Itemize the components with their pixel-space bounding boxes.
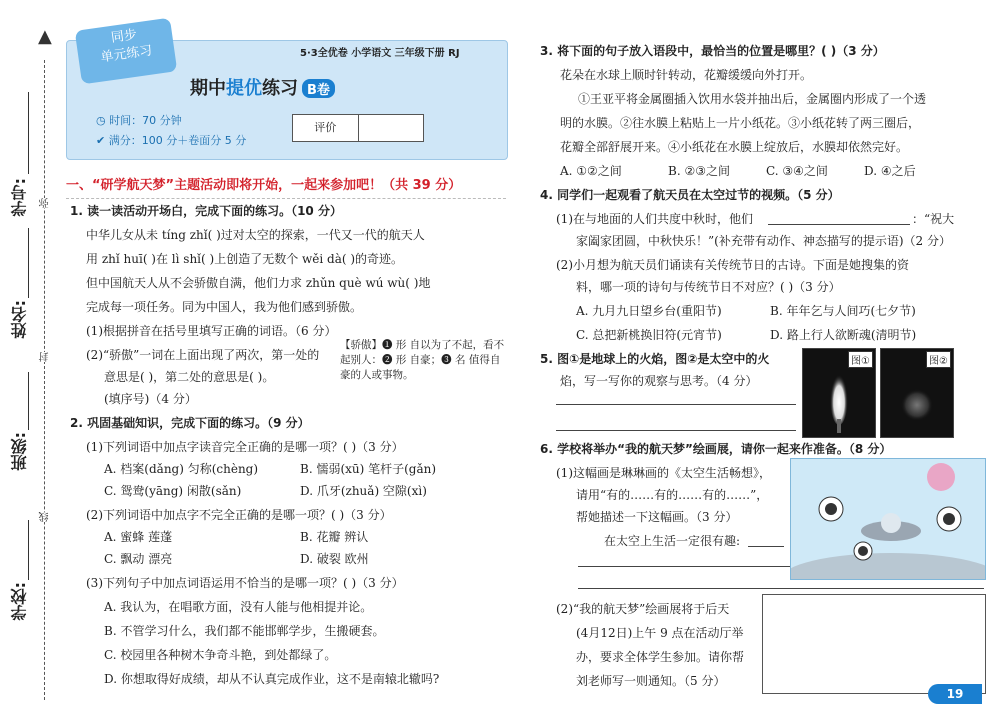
- figure-2-label: 图②: [926, 351, 951, 368]
- option-c[interactable]: C. 鸳鸯(yāng) 闲散(sǎn): [104, 484, 242, 498]
- school-blank[interactable]: [28, 520, 29, 580]
- question-5: 5. 图①是地球上的火焰，图②是太空中的火: [540, 352, 770, 366]
- notice-writing-box[interactable]: [762, 594, 986, 694]
- title-highlight: 提优: [226, 78, 262, 99]
- title-part: 期中: [190, 78, 226, 99]
- option-b[interactable]: B. 不管学习什么，我们都不能邯郸学步，生搬硬套。: [104, 624, 385, 638]
- seal-char: 弥: [40, 198, 51, 208]
- evaluation-label: 评价: [293, 115, 359, 141]
- name-label: 姓名:: [10, 300, 29, 339]
- seal-char: 线: [40, 512, 51, 522]
- answer-line[interactable]: [578, 588, 984, 589]
- question-3: 3. 将下面的句子放入语段中，最恰当的位置是哪里？( )（3 分）: [540, 44, 885, 58]
- subquestion: (填序号)（4 分）: [104, 392, 197, 406]
- option-d[interactable]: D. 路上行人欲断魂(清明节): [770, 328, 917, 342]
- evaluation-input[interactable]: [359, 115, 424, 141]
- paper-tag: B卷: [302, 79, 335, 98]
- question-4: 4. 同学们一起观看了航天员在太空过节的视频。（5 分）: [540, 188, 840, 202]
- answer-line[interactable]: [748, 546, 784, 547]
- subquestion: (2)下列词语中加点字不完全正确的是哪一项？( )（3 分）: [86, 508, 392, 522]
- rocket-icon: ▲: [38, 26, 52, 47]
- option-a[interactable]: A. 我认为，在唱歌方面，没有人能与他相提并论。: [104, 600, 373, 614]
- passage-line: 中华儿女从未 tíng zhǐ( )过对太空的探索，一代又一代的航天人: [86, 228, 425, 242]
- option-d[interactable]: D. 爪牙(zhuǎ) 空隙(xì): [300, 484, 427, 498]
- answer-line[interactable]: [556, 404, 796, 405]
- subquestion: (2)“骄傲”一词在上面出现了两次，第一处的: [86, 348, 320, 362]
- answer-prompt: 在太空上生活一定很有趣:: [604, 534, 741, 548]
- question-2: 2. 巩固基础知识，完成下面的练习。（9 分）: [70, 416, 310, 430]
- score-text: 满分：100 分＋卷面分 5 分: [108, 134, 247, 147]
- subquestion: 请用“有的……有的……有的……”，: [576, 488, 769, 502]
- subquestion: (3)下列句子中加点词语运用不恰当的是哪一项？( )（3 分）: [86, 576, 404, 590]
- subquestion: 料，哪一项的诗句与传统节日不对应？( )（3 分）: [576, 280, 841, 294]
- series-info: 5·3全优卷 小学语文 三年级下册 RJ: [300, 48, 460, 59]
- passage-line: ①王亚平将金属圈插入饮用水袋并抽出后，金属圈内形成了一个透: [578, 92, 927, 106]
- school-label: 学校:: [10, 582, 29, 621]
- option-c[interactable]: C. 校园里各种树木争奇斗艳，到处都绿了。: [104, 648, 337, 662]
- question-5-cont: 焰，写一写你的观察与思考。（4 分）: [560, 374, 758, 388]
- page-number: 19: [928, 684, 982, 704]
- subquestion: 家阖家团圆，中秋快乐！”(补充带有动作、神态描写的提示语)（2 分）: [576, 234, 951, 248]
- option-b[interactable]: B. 懦弱(xū) 笔杆子(gǎn): [300, 462, 437, 476]
- flame-earth-photo: [802, 348, 876, 438]
- evaluation-box: [292, 114, 424, 142]
- title-part: 练习: [262, 78, 298, 99]
- passage-line: 用 zhǐ huī( )在 lì shǐ( )上创造了无数个 wěi dà( )的奇迹。: [86, 252, 404, 266]
- dictionary-entry: 【骄傲】❶ 形 自以为了不起，看不起别人：❷ 形 自豪；❸ 名 值得自豪的人或事物。: [340, 339, 505, 381]
- subquestion: (1)下列词语中加点字读音完全正确的是哪一项？( )（3 分）: [86, 440, 404, 454]
- answer-line[interactable]: [768, 224, 910, 225]
- passage-line: 但中国航天人从不会骄傲自满，他们力求 zhǔn què wú wù( )地: [86, 276, 431, 290]
- seal-line: [44, 60, 45, 700]
- class-label: 班级:: [10, 432, 29, 471]
- sentence: 花朵在水球上顺时针转动，花瓣缓缓向外打开。: [560, 68, 813, 82]
- option-b[interactable]: B. ②③之间: [668, 164, 730, 178]
- option-c[interactable]: C. 飘动 漂亮: [104, 552, 173, 566]
- passage-line: 花瓣全部舒展开来。④小纸花在水膜上绽放后，水膜却依然完好。: [560, 140, 909, 154]
- option-c[interactable]: C. 总把新桃换旧符(元宵节): [576, 328, 722, 342]
- astronaut-icon: [791, 459, 985, 579]
- id-blank[interactable]: [28, 92, 29, 174]
- subquestion: (1)这幅画是琳琳画的《太空生活畅想》，: [556, 466, 771, 480]
- subquestion: (4月12日)上午 9 点在活动厅举: [576, 626, 744, 640]
- subquestion: (2)小月想为航天员们诵读有关传统节日的古诗。下面是她搜集的资: [556, 258, 910, 272]
- seal-char: 封: [40, 352, 51, 362]
- section-heading: [66, 174, 506, 196]
- flame-space-photo: [880, 348, 954, 438]
- passage-line: 明的水膜。②往水膜上粘贴上一片小纸花。③小纸花转了两三圈后，: [560, 116, 921, 130]
- figure-1-label: 图①: [848, 351, 873, 368]
- option-d[interactable]: D. 破裂 欧州: [300, 552, 369, 566]
- subquestion: 刘老师写一则通知。（5 分）: [576, 674, 726, 688]
- option-b[interactable]: B. 年年乞与人间巧(七夕节): [770, 304, 916, 318]
- page-title: [190, 74, 335, 100]
- section-divider: [66, 198, 506, 199]
- time-text: 时间：70 分钟: [109, 114, 182, 127]
- option-a[interactable]: A. 九月九日望乡台(重阳节): [576, 304, 722, 318]
- subquestion: ：“祝大: [912, 212, 955, 226]
- passage-line: 完成每一项任务。同为中国人，我为他们感到骄傲。: [86, 300, 363, 314]
- name-blank[interactable]: [28, 228, 29, 298]
- subquestion: (2)“我的航天梦”绘画展将于后天: [556, 602, 730, 616]
- space-life-illustration: [790, 458, 986, 580]
- subquestion: 意思是( )，第二处的意思是( )。: [104, 370, 275, 384]
- question-1: 1. 读一读活动开场白，完成下面的练习。（10 分）: [70, 204, 342, 218]
- option-c[interactable]: C. ③④之间: [766, 164, 828, 178]
- option-d[interactable]: D. ④之后: [864, 164, 916, 178]
- subquestion: (1)在与地面的人们共度中秋时，他们: [556, 212, 753, 226]
- question-6: 6. 学校将举办“我的航天梦”绘画展，请你一起来作准备。（8 分）: [540, 442, 892, 456]
- badge-text: 同步 单元练习: [99, 27, 154, 66]
- answer-line[interactable]: [556, 430, 796, 431]
- option-a[interactable]: A. ①②之间: [560, 164, 622, 178]
- option-b[interactable]: B. 花瓣 辨认: [300, 530, 369, 544]
- id-label: 学号:: [10, 178, 29, 217]
- time-limit: ◷ 时间：70 分钟: [96, 114, 182, 127]
- subquestion: 帮她描述一下这幅画。（3 分）: [576, 510, 738, 524]
- full-score: ✔ 满分：100 分＋卷面分 5 分: [96, 134, 247, 147]
- subquestion: (1)根据拼音在括号里填写正确的词语。（6 分）: [86, 324, 337, 338]
- binding-margin: [0, 0, 62, 718]
- section-title: 一、“研学航天梦”主题活动即将开始，一起来参加吧！（共 39 分）: [66, 178, 462, 193]
- class-blank[interactable]: [28, 372, 29, 430]
- option-a[interactable]: A. 档案(dǎng) 匀称(chèng): [104, 462, 259, 476]
- option-a[interactable]: A. 蜜蜂 莲蓬: [104, 530, 173, 544]
- subquestion: 办，要求全体学生参加。请你帮: [576, 650, 745, 664]
- option-d[interactable]: D. 你想取得好成绩，却从不认真完成作业，这不是南辕北辙吗?: [104, 672, 440, 686]
